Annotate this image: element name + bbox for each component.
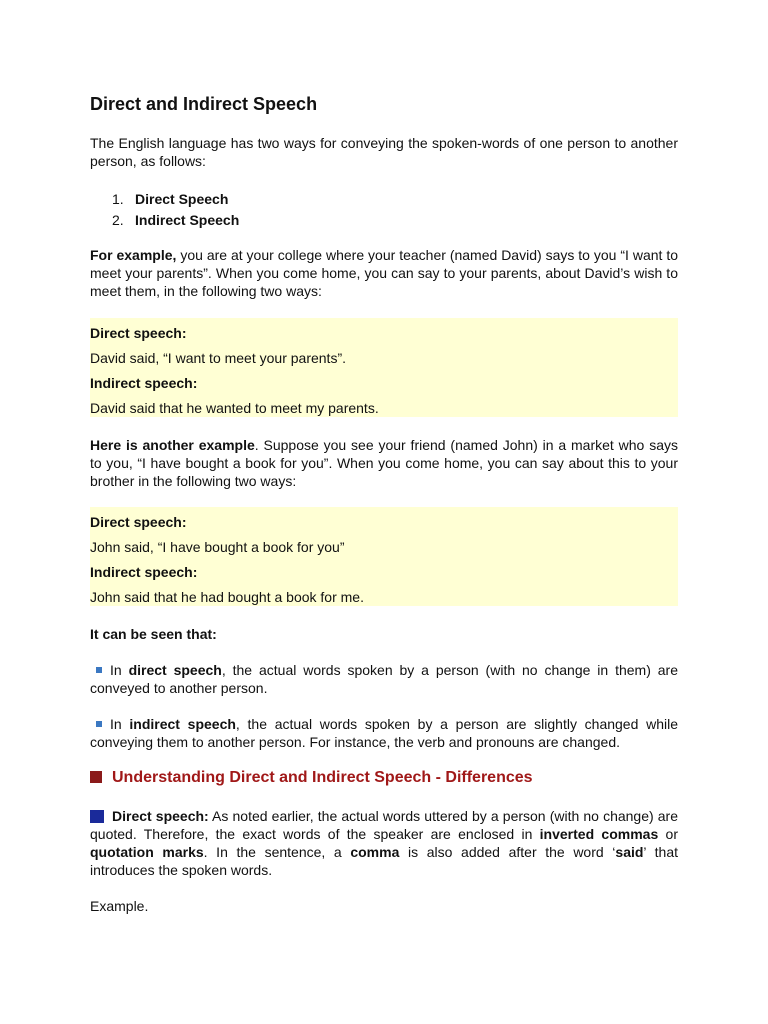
list-item: 2. Indirect Speech xyxy=(112,212,240,228)
speech-types-list xyxy=(90,189,239,231)
indirect-speech-label: Indirect speech: xyxy=(90,375,198,391)
bullet-icon xyxy=(96,667,102,673)
bullet-item: In indirect speech, the actual words spoken by a person are slightly changed while conveying them to another person. For instance, the verb and pronouns are changed. xyxy=(90,716,678,750)
direct-speech-text: David said, “I want to meet your parents”. xyxy=(90,350,346,366)
direct-speech-paragraph: Direct speech: As noted earlier, the actual words uttered by a person (with no change) are quoted. Therefore, the exact words of the speaker are enclosed in inverted commas or quotation marks. In the sentence, a comma is also added after the word ‘said’ that introduces the spoken words. xyxy=(90,808,679,878)
page-title: Direct and Indirect Speech xyxy=(90,94,318,114)
direct-speech-label: Direct speech: xyxy=(90,325,187,341)
indirect-speech-label: Indirect speech: xyxy=(90,564,198,580)
section-heading: Understanding Direct and Indirect Speech - Differences xyxy=(90,768,533,788)
direct-speech-label: Direct speech: xyxy=(90,514,187,530)
bullet-icon xyxy=(96,721,102,727)
indirect-speech-text: David said that he wanted to meet my parents. xyxy=(90,400,379,416)
example2-paragraph: Here is another example. Suppose you see your friend (named John) in a market who says to you, “I have bought a book for you”. When you come home, you can say about this to your brother in the following two ways: xyxy=(90,437,678,489)
bullet-item: In direct speech, the actual words spoken by a person (with no change in them) are conveyed to another person. xyxy=(90,662,678,696)
example2-box xyxy=(90,507,678,606)
intro-paragraph: The English language has two ways for conveying the spoken-words of one person to another person, as follows: xyxy=(90,135,678,169)
example-label: Example. xyxy=(90,898,149,914)
direct-speech-text: John said, “I have bought a book for you” xyxy=(90,539,345,555)
indirect-speech-text: John said that he had bought a book for me. xyxy=(90,589,364,605)
example1-paragraph: For example, you are at your college where your teacher (named David) says to you “I want to meet your parents”. When you come home, you can say to your parents, about David’s wish to meet them, in the following two ways: xyxy=(90,247,678,299)
square-bullet-icon xyxy=(90,771,102,783)
example1-box xyxy=(90,318,678,417)
square-bullet-icon xyxy=(90,810,104,823)
list-item: 1. Direct Speech xyxy=(112,191,229,207)
observation-heading: It can be seen that: xyxy=(90,626,217,642)
